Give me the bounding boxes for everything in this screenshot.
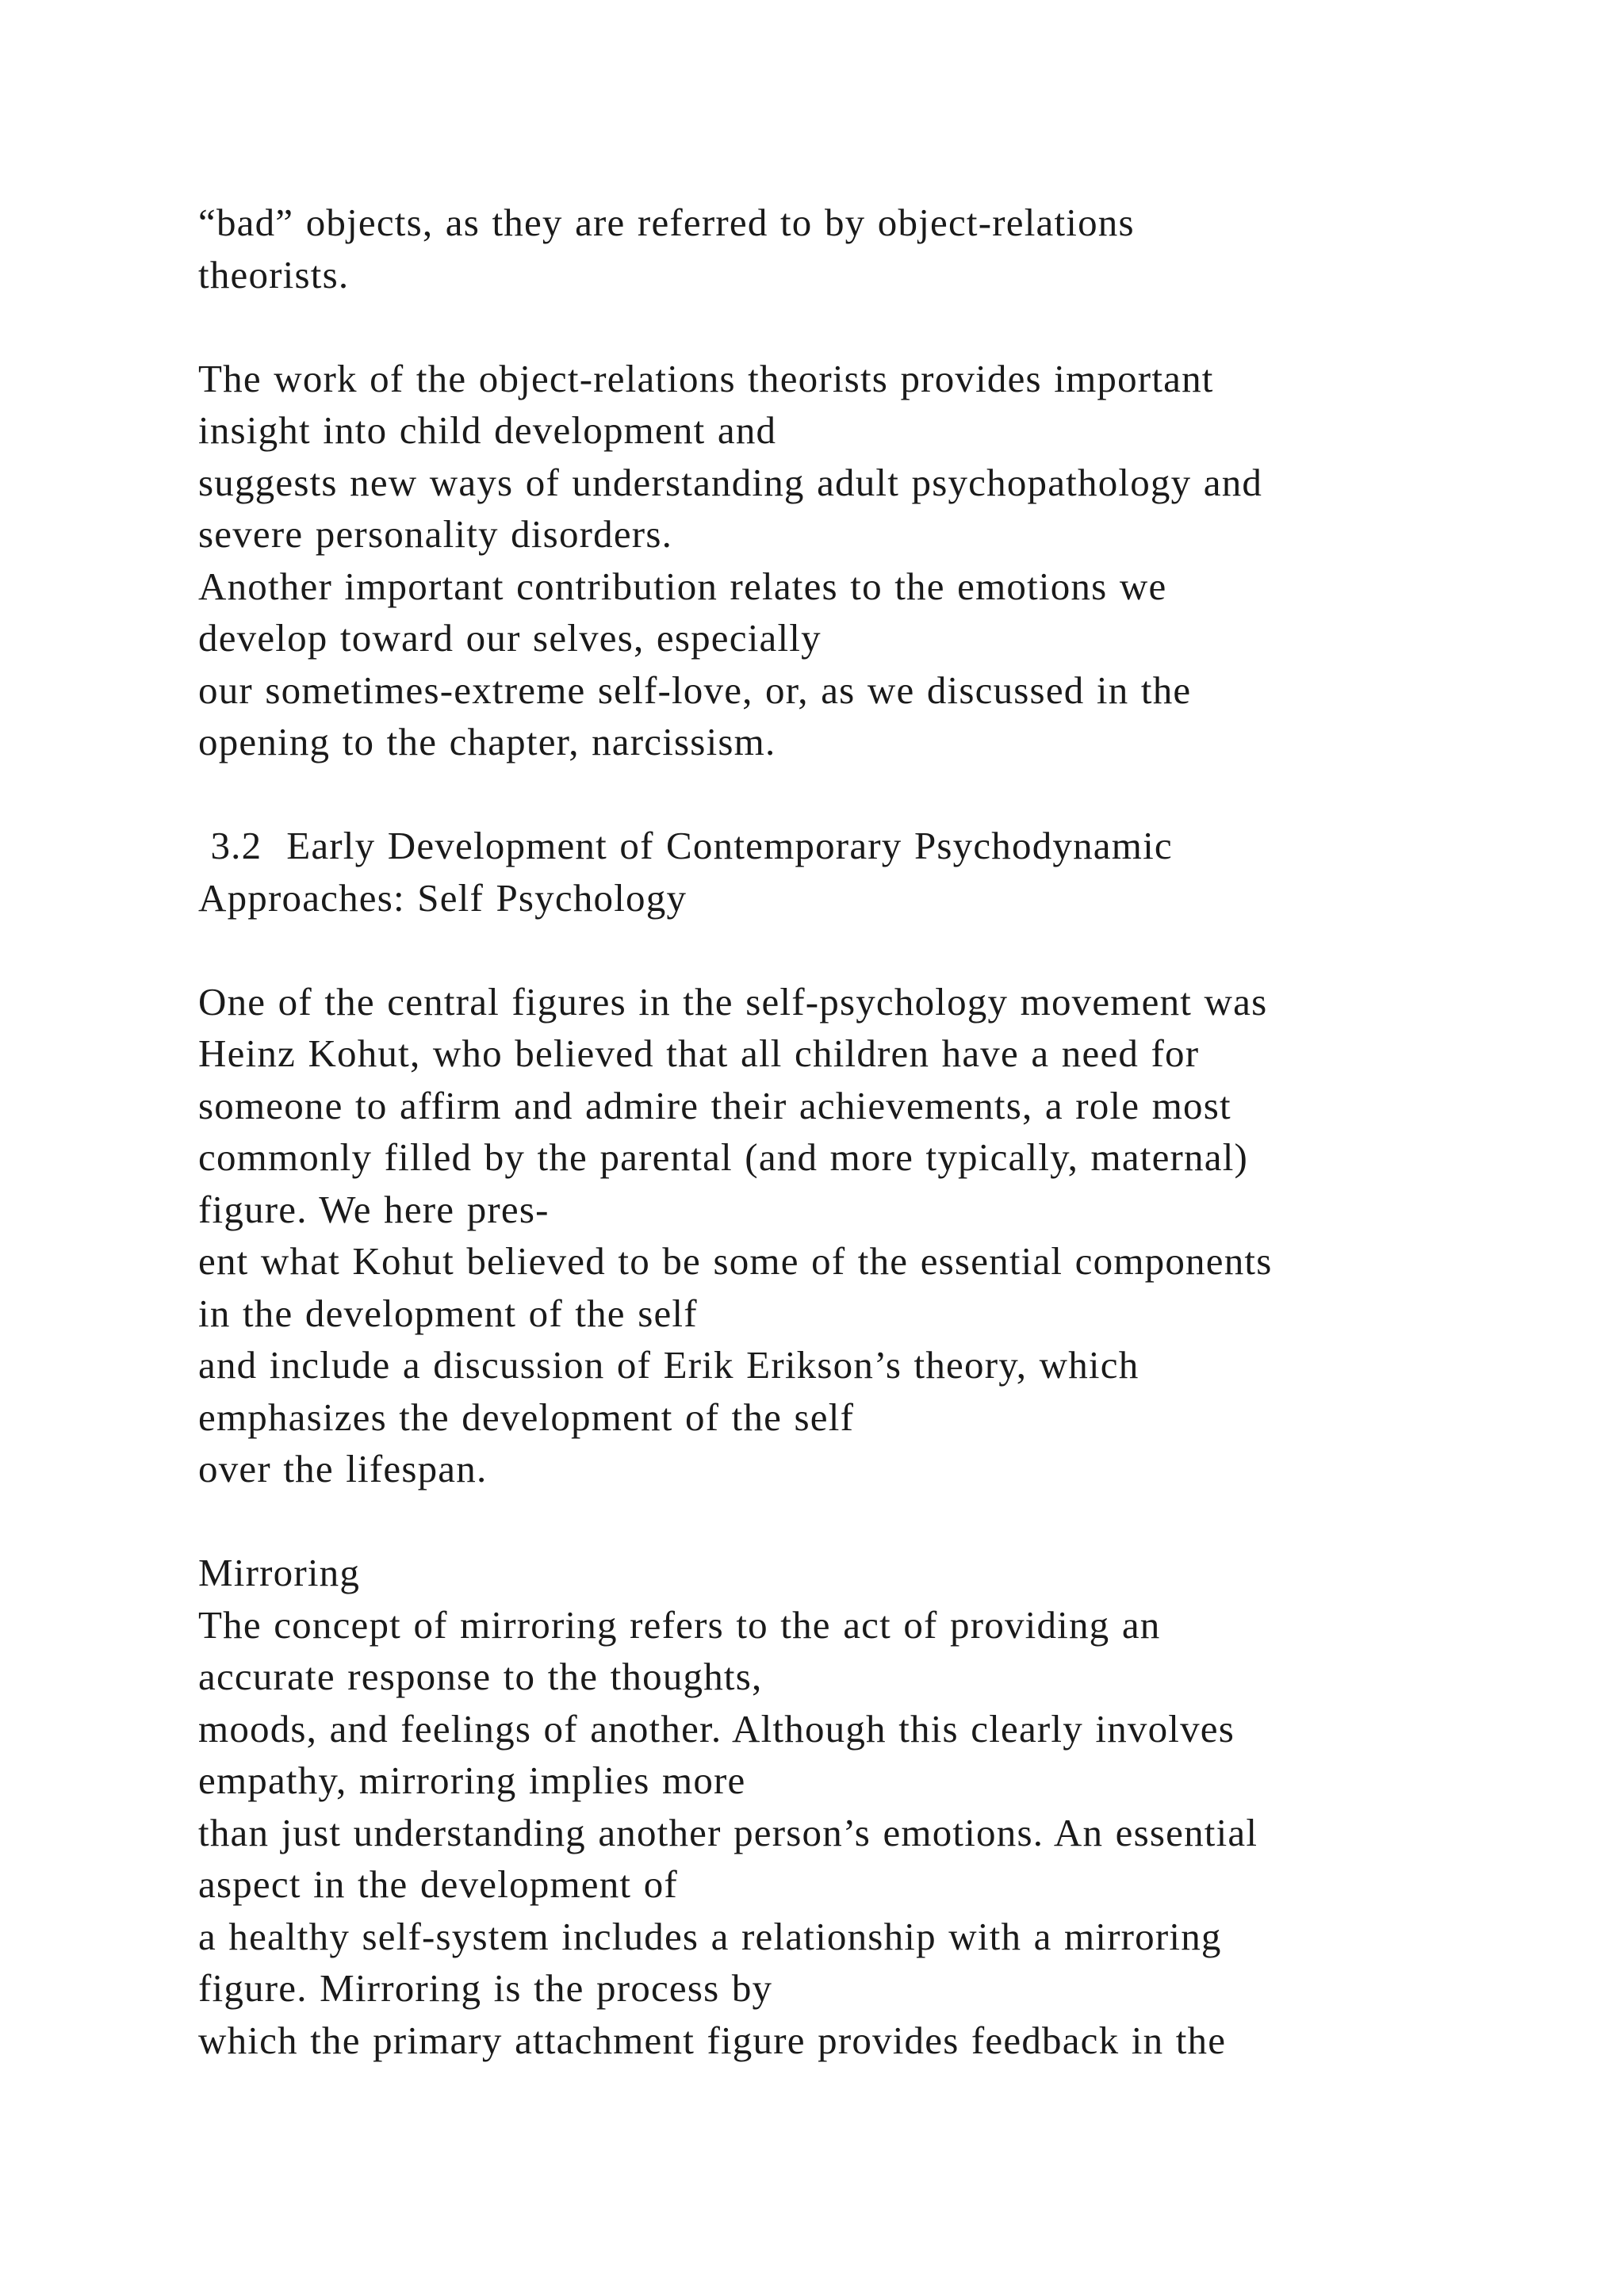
subheading-mirroring: Mirroring	[198, 1551, 361, 1594]
text-line: in the development of the self	[198, 1291, 698, 1335]
text-line: than just understanding another person’s emotions. An essential	[198, 1810, 1258, 1854]
text-line: empathy, mirroring implies more	[198, 1758, 746, 1802]
text-line: The concept of mirroring refers to the act of providing an	[198, 1602, 1161, 1647]
text-line: develop toward our selves, especially	[198, 616, 822, 660]
body-text	[198, 197, 1546, 2066]
blank-line	[198, 1495, 1546, 1548]
text-line: which the primary attachment figure provides feedback in the	[198, 2018, 1227, 2062]
text-line: severe personality disorders.	[198, 512, 673, 556]
text-line: aspect in the development of	[198, 1862, 678, 1906]
text-line: Another important contribution relates to the emotions we	[198, 564, 1167, 608]
text-line: our sometimes-extreme self-love, or, as we discussed in the	[198, 668, 1192, 712]
text-line: moods, and feelings of another. Although this clearly involves	[198, 1706, 1235, 1751]
text-line: commonly filled by the parental (and more typically, maternal)	[198, 1135, 1249, 1179]
text-line: ent what Kohut believed to be some of the essential components	[198, 1239, 1273, 1283]
blank-line	[198, 924, 1546, 976]
text-line: One of the central figures in the self-psychology movement was	[198, 979, 1268, 1024]
text-line: over the lifespan.	[198, 1447, 488, 1490]
text-line: “bad” objects, as they are referred to by object-relations	[198, 201, 1135, 244]
text-line: someone to affirm and admire their achievements, a role most	[198, 1083, 1231, 1127]
text-line: and include a discussion of Erik Erikson’s theory, which	[198, 1343, 1139, 1387]
section-heading: 3.2 Early Development of Contemporary Psychodynamic	[198, 824, 1173, 867]
text-line: figure. Mirroring is the process by	[198, 1966, 773, 2010]
text-line: figure. We here pres-	[198, 1187, 550, 1231]
text-line: a healthy self-system includes a relationship with a mirroring	[198, 1914, 1222, 1958]
text-line: insight into child development and	[198, 408, 777, 452]
section-heading-continued: Approaches: Self Psychology	[198, 875, 688, 920]
blank-line	[198, 768, 1546, 821]
text-line: accurate response to the thoughts,	[198, 1655, 763, 1698]
blank-line	[198, 300, 1546, 353]
text-line: Heinz Kohut, who believed that all children have a need for	[198, 1031, 1200, 1075]
text-line: The work of the object-relations theorists provides important	[198, 356, 1214, 400]
text-line: emphasizes the development of the self	[198, 1395, 855, 1439]
text-line: opening to the chapter, narcissism.	[198, 720, 776, 763]
text-line: suggests new ways of understanding adult psychopathology and	[198, 460, 1263, 504]
text-line: theorists.	[198, 252, 350, 297]
